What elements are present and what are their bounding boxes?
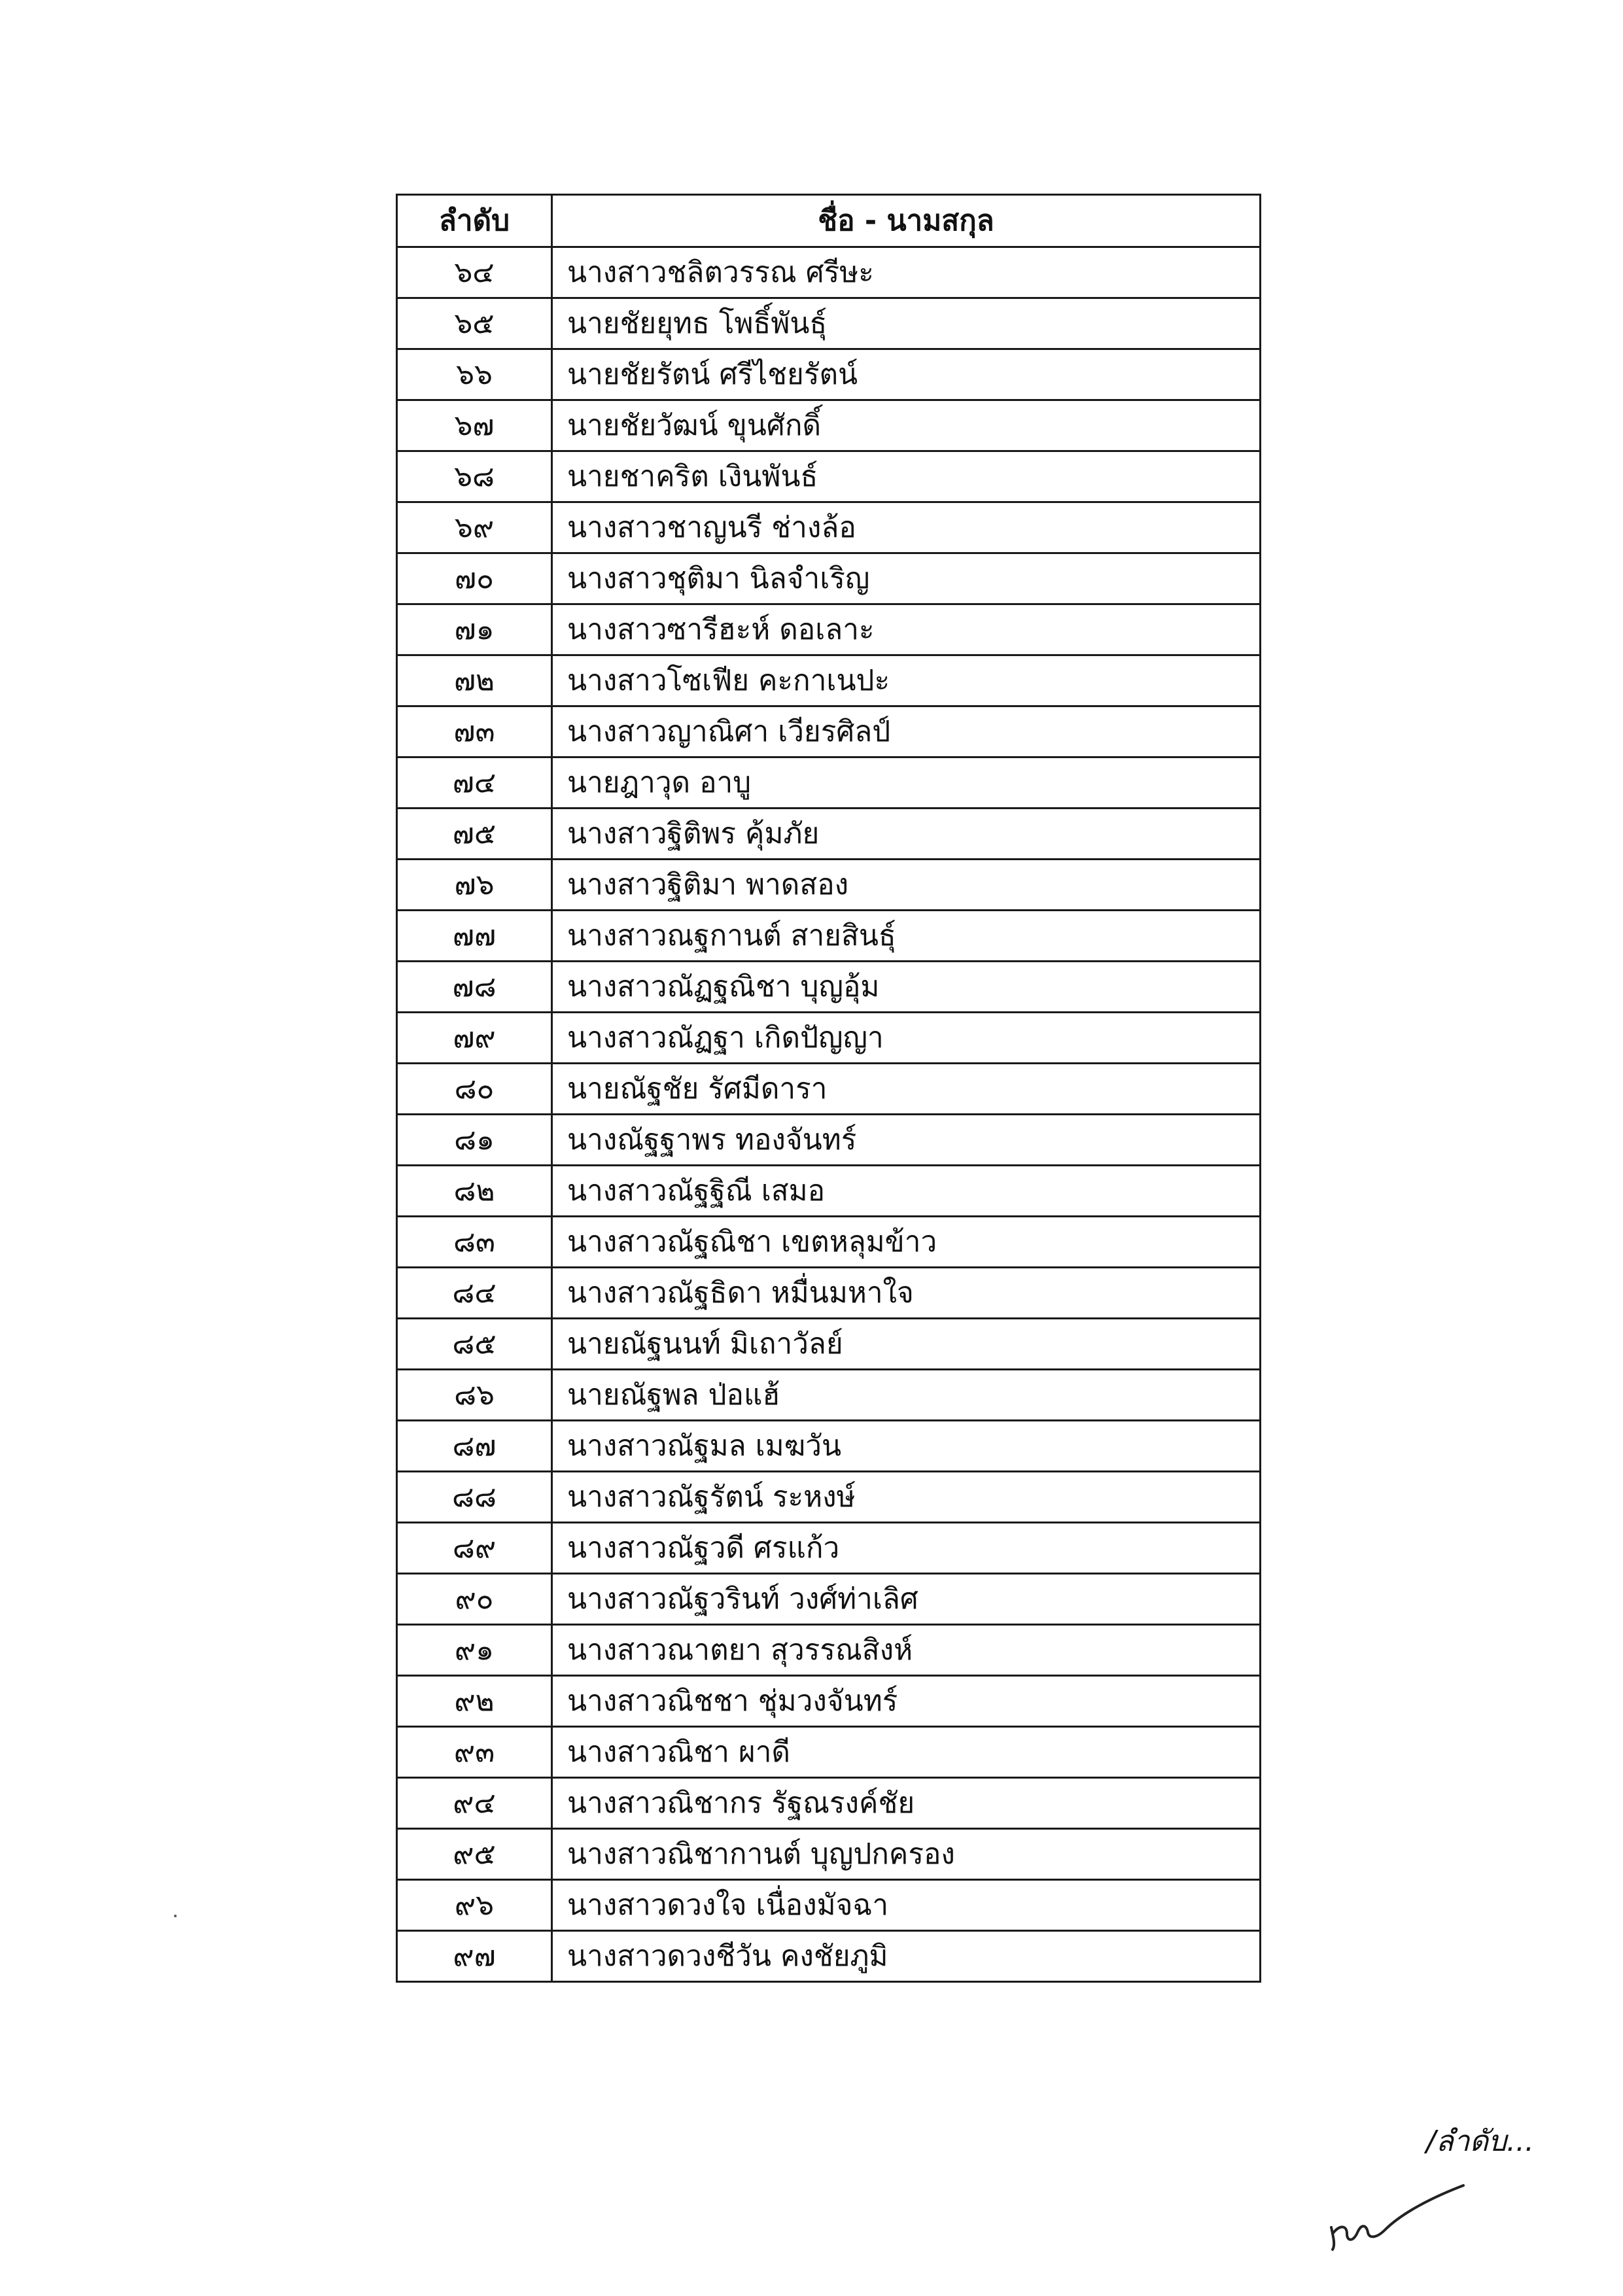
row-full-name: นางสาวณฐกานต์ สายสินธุ์ [552, 911, 1261, 962]
table-row [397, 1829, 1261, 1880]
row-full-name: นางสาวญาณิศา เวียรศิลป์ [552, 706, 1261, 757]
row-full-name: นางสาวซารีฮะห์ ดอเลาะ [552, 604, 1261, 655]
table-row [397, 962, 1261, 1013]
table-row [397, 1115, 1261, 1166]
row-number: ๙๐ [397, 1574, 552, 1625]
column-header-number: ลำดับ [397, 195, 552, 247]
table-row [397, 553, 1261, 604]
row-number: ๖๔ [397, 247, 552, 298]
row-full-name: นางสาวณัฐรัตน์ ระหงษ์ [552, 1472, 1261, 1523]
row-number: ๙๑ [397, 1625, 552, 1676]
row-full-name: นายชัยรัตน์ ศรีไชยรัตน์ [552, 349, 1261, 400]
table-row [397, 1421, 1261, 1472]
row-number: ๘๘ [397, 1472, 552, 1523]
table-row [397, 1268, 1261, 1319]
table-row [397, 1166, 1261, 1217]
row-number: ๖๕ [397, 298, 552, 349]
table-row [397, 655, 1261, 706]
row-full-name: นางสาวณัฐฐิณี เสมอ [552, 1166, 1261, 1217]
row-number: ๙๓ [397, 1727, 552, 1778]
row-full-name: นางสาวชุติมา นิลจำเริญ [552, 553, 1261, 604]
row-number: ๙๗ [397, 1931, 552, 1982]
table-row [397, 1676, 1261, 1727]
table-row [397, 298, 1261, 349]
row-number: ๗๖ [397, 860, 552, 911]
signature-mark [1325, 2182, 1469, 2253]
row-number: ๖๙ [397, 502, 552, 553]
row-full-name: นางสาวณัฏฐา เกิดปัญญา [552, 1013, 1261, 1064]
row-number: ๘๓ [397, 1217, 552, 1268]
row-number: ๗๙ [397, 1013, 552, 1064]
row-full-name: นางสาวณิชา ผาดี [552, 1727, 1261, 1778]
table-row [397, 1778, 1261, 1829]
row-number: ๗๐ [397, 553, 552, 604]
row-full-name: นางสาวณัฐวรินท์ วงศ์ท่าเลิศ [552, 1574, 1261, 1625]
row-full-name: นายฎาวุด อาบู [552, 757, 1261, 809]
row-full-name: นางสาวดวงชีวัน คงชัยภูมิ [552, 1931, 1261, 1982]
row-number: ๘๙ [397, 1523, 552, 1574]
row-full-name: นายณัฐนนท์ มิเถาวัลย์ [552, 1319, 1261, 1370]
row-full-name: นางสาวณาตยา สุวรรณสิงห์ [552, 1625, 1261, 1676]
row-full-name: นางสาวณัฐวดี ศรแก้ว [552, 1523, 1261, 1574]
table-row [397, 1727, 1261, 1778]
row-full-name: นางสาวฐิติพร คุ้มภัย [552, 809, 1261, 860]
row-number: ๙๔ [397, 1778, 552, 1829]
table-row [397, 451, 1261, 502]
table-row [397, 604, 1261, 655]
row-number: ๙๒ [397, 1676, 552, 1727]
row-full-name: นายชัยวัฒน์ ขุนศักดิ์ [552, 400, 1261, 451]
row-full-name: นางสาวดวงใจ เนื่องมัจฉา [552, 1880, 1261, 1931]
row-number: ๖๖ [397, 349, 552, 400]
row-number: ๗๑ [397, 604, 552, 655]
column-header-name: ชื่อ - นามสกุล [552, 195, 1261, 247]
row-number: ๗๕ [397, 809, 552, 860]
table-row [397, 1574, 1261, 1625]
table-row [397, 502, 1261, 553]
row-number: ๙๕ [397, 1829, 552, 1880]
row-number: ๘๗ [397, 1421, 552, 1472]
table-row [397, 1217, 1261, 1268]
row-full-name: นางสาวณัฐมล เมฆวัน [552, 1421, 1261, 1472]
table-row [397, 400, 1261, 451]
row-full-name: นางสาวณิชชา ชุ่มวงจันทร์ [552, 1676, 1261, 1727]
row-number: ๘๕ [397, 1319, 552, 1370]
row-full-name: นางสาวชลิตวรรณ ศรีษะ [552, 247, 1261, 298]
row-number: ๗๓ [397, 706, 552, 757]
row-full-name: นางสาวชาญนรี ช่างล้อ [552, 502, 1261, 553]
table-row [397, 1931, 1261, 1982]
row-number: ๗๗ [397, 911, 552, 962]
table-row [397, 1319, 1261, 1370]
continuation-note: /ลำดับ... [1426, 2125, 1534, 2158]
row-full-name: นายณัฐชัย รัศมีดารา [552, 1064, 1261, 1115]
row-number: ๘๒ [397, 1166, 552, 1217]
row-full-name: นางสาวณิชากร รัฐณรงค์ชัย [552, 1778, 1261, 1829]
table-row [397, 1523, 1261, 1574]
table-row [397, 247, 1261, 298]
row-full-name: นายชาคริต เงินพันธ์ [552, 451, 1261, 502]
row-full-name: นางสาวณัฐณิชา เขตหลุมข้าว [552, 1217, 1261, 1268]
row-number: ๖๘ [397, 451, 552, 502]
row-full-name: นางสาวฐิติมา พาดสอง [552, 860, 1261, 911]
row-full-name: นายชัยยุทธ โพธิ์พันธุ์ [552, 298, 1261, 349]
row-number: ๘๑ [397, 1115, 552, 1166]
row-full-name: นายณัฐพล ป่อแฮ้ [552, 1370, 1261, 1421]
table-row [397, 1370, 1261, 1421]
table-row [397, 1013, 1261, 1064]
table-row [397, 911, 1261, 962]
row-number: ๗๒ [397, 655, 552, 706]
row-full-name: นางสาวโซเฟีย คะกาเนปะ [552, 655, 1261, 706]
table-row [397, 1625, 1261, 1676]
table-row [397, 706, 1261, 757]
table-body [397, 247, 1261, 1982]
row-full-name: นางสาวณิชากานต์ บุญปกครอง [552, 1829, 1261, 1880]
row-full-name: นางสาวณัฐธิดา หมื่นมหาใจ [552, 1268, 1261, 1319]
name-list-table [396, 194, 1261, 1983]
row-number: ๘๔ [397, 1268, 552, 1319]
row-number: ๘๖ [397, 1370, 552, 1421]
table-row [397, 1472, 1261, 1523]
table-row [397, 1064, 1261, 1115]
row-full-name: นางสาวณัฏฐณิชา บุญอุ้ม [552, 962, 1261, 1013]
scan-speck [174, 1915, 177, 1917]
table-row [397, 1880, 1261, 1931]
row-number: ๙๖ [397, 1880, 552, 1931]
row-number: ๗๔ [397, 757, 552, 809]
row-full-name: นางณัฐฐาพร ทองจันทร์ [552, 1115, 1261, 1166]
table-header-row [397, 195, 1261, 247]
row-number: ๗๘ [397, 962, 552, 1013]
table-row [397, 757, 1261, 809]
row-number: ๖๗ [397, 400, 552, 451]
table-row [397, 809, 1261, 860]
table-row [397, 349, 1261, 400]
table-row [397, 860, 1261, 911]
row-number: ๘๐ [397, 1064, 552, 1115]
